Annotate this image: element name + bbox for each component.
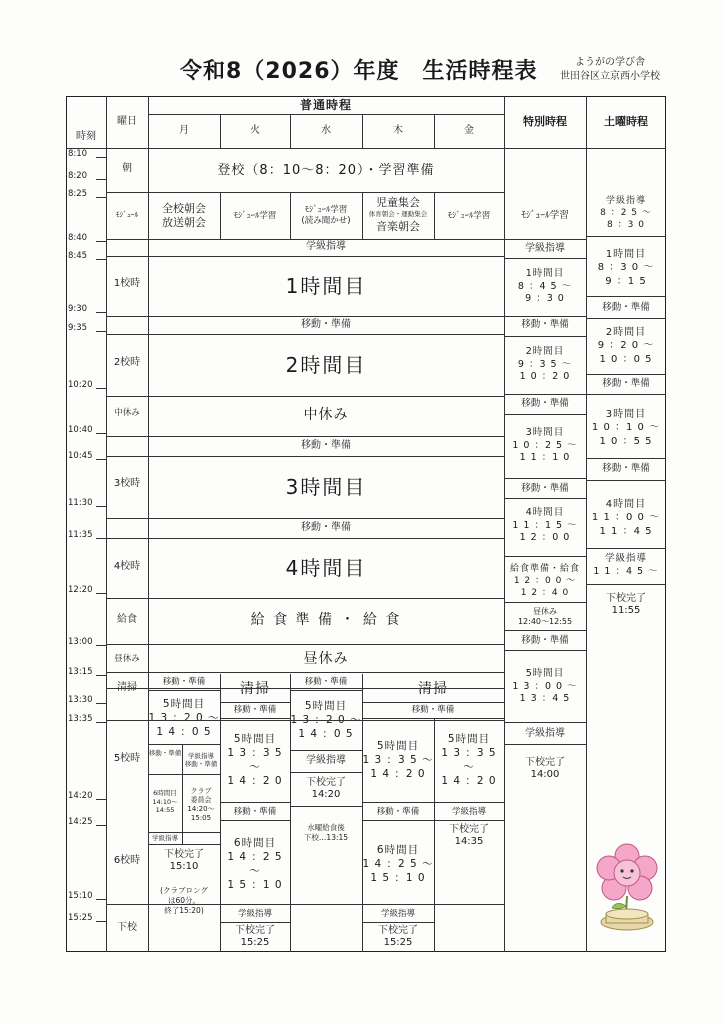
time-label: 14:20 [68, 791, 93, 801]
gakkyu-shido-row: 学級指導 [306, 241, 346, 253]
sp-p4: 4時間目 1 1 ：1 5 〜 1 2 ：0 0 [512, 506, 578, 544]
grid-line [106, 192, 504, 193]
day-thu: 木 [393, 124, 403, 136]
thu-ido2-cell: 移動・準備 [376, 806, 420, 817]
time-label: 9:30 [68, 304, 88, 314]
school-motto: ようがの学び舎 [575, 57, 645, 68]
grid-line [504, 556, 586, 557]
grid-line [106, 396, 504, 397]
time-tick [96, 799, 106, 800]
period-1: 1校時 [113, 277, 141, 289]
grid-line [106, 644, 504, 645]
sp-p5: 5時間目 1 3 ：0 0 〜 1 3 ：4 5 [512, 667, 578, 705]
grid-line [106, 436, 504, 437]
mon-club-note: (クラブロング は60分。 終了15:20) [160, 886, 208, 915]
grid-line [106, 256, 504, 257]
time-label: 8:20 [68, 171, 88, 181]
thf-ido-cell: 移動・準備 [411, 704, 455, 715]
grid-line [434, 820, 504, 821]
grid-line [106, 239, 504, 240]
ido-row-1: 移動・準備 [301, 318, 351, 330]
day-mon: 月 [179, 124, 189, 136]
grid-line [504, 394, 586, 395]
sat-gakkyu1: 学級指導 8 ：2 5 〜 8 ：3 0 [600, 195, 652, 231]
grid-line [504, 722, 586, 723]
sp-ido3: 移動・準備 [521, 483, 569, 495]
sp-gekou: 下校完了 14:00 [525, 756, 565, 780]
thu-gakkyu-cell: 学級指導 [380, 908, 415, 919]
time-label: 8:25 [68, 189, 88, 199]
time-tick [96, 675, 106, 676]
time-tick [96, 645, 106, 646]
grid-line [504, 96, 505, 952]
grid-line [362, 674, 363, 952]
time-label: 10:40 [68, 425, 93, 435]
grid-line [434, 718, 435, 952]
tue-ido2-cell: 移動・準備 [233, 806, 277, 817]
grid-line [148, 96, 149, 952]
thu-module [362, 193, 434, 239]
grid-line [106, 456, 504, 457]
grid-line [504, 316, 586, 317]
grid-line [106, 904, 504, 905]
grid-line [106, 598, 504, 599]
grid-line [586, 458, 666, 459]
grid-line [106, 334, 504, 335]
fri-gekou-cell: 下校完了 14:35 [449, 823, 489, 847]
fri-p5-cell: 5時間目 1 3 ：3 5 〜 1 4 ：2 0 [441, 732, 497, 788]
tue-module: ﾓｼﾞｭｰﾙ学習 [233, 210, 277, 221]
futsu-header: 普通時程 [299, 97, 352, 112]
time-label: 10:45 [68, 451, 93, 461]
school-name-text: 世田谷区立京西小学校 [560, 71, 660, 82]
time-label: 8:10 [68, 149, 88, 159]
thu-module-c: 音楽朝会 [376, 220, 420, 234]
thu-gekou-cell: 下校完了 15:25 [378, 924, 418, 948]
toko-cell: 登校（8：10〜8：20）・学習準備 [217, 162, 435, 178]
grid-line [148, 844, 220, 845]
sp-p2: 2時間目 9 ：3 5 〜 1 0 ：2 0 [517, 345, 573, 383]
wed-note: 水曜給食後 下校…13:15 [303, 823, 349, 842]
grid-line [586, 374, 666, 375]
grid-line [220, 702, 290, 703]
sp-ido4: 移動・準備 [521, 635, 569, 647]
jikan4-cell: 4時間目 [285, 555, 367, 580]
grid-line [504, 630, 586, 631]
time-label: 12:20 [68, 585, 93, 595]
sp-module: ﾓｼﾞｭｰﾙ学習 [521, 210, 569, 222]
time-label: 11:30 [68, 498, 93, 508]
sp-p1: 1時間目 8 ：4 5 〜 9 ：3 0 [517, 267, 573, 305]
period-seiso: 清掃 [117, 681, 137, 693]
doyo-header: 土曜時程 [604, 115, 648, 129]
grid-line [504, 602, 586, 603]
period-asa: 朝 [122, 162, 132, 174]
sp-kyushoku: 給食準備・給食 1 2 ：0 0 〜 1 2 ：4 0 [509, 563, 580, 599]
hiruyasumi-cell: 昼休み [303, 651, 349, 668]
grid-line [148, 114, 504, 115]
fri-gakkyu-cell: 学級指導 [451, 806, 486, 817]
time-label: 8:45 [68, 251, 88, 261]
time-label: 9:35 [68, 323, 88, 333]
time-label: 13:00 [68, 637, 93, 647]
sat-gekou: 下校完了 11:55 [606, 592, 646, 616]
grid-line [66, 148, 666, 149]
thu-p5-cell: 5時間目 1 3 ：3 5 〜 1 4 ：2 0 [362, 739, 434, 781]
sat-gakkyu2: 学級指導 1 1 ：4 5 〜 [593, 553, 659, 577]
wed-module: ﾓｼﾞｭｰﾙ学習 (読み聞かせ) [301, 205, 351, 226]
wed-gekou-cell: 下校完了 14:20 [306, 776, 346, 800]
period-5: 5校時 [113, 752, 141, 764]
period-4: 4校時 [113, 560, 141, 572]
time-tick [96, 433, 106, 434]
grid-line [362, 114, 363, 148]
sat-ido3: 移動・準備 [602, 463, 650, 475]
time-tick [96, 179, 106, 180]
time-label: 10:20 [68, 380, 93, 390]
grid-line [220, 114, 221, 148]
grid-line [586, 318, 666, 319]
grid-line [106, 316, 504, 317]
grid-line [106, 538, 504, 539]
time-label: 13:30 [68, 695, 93, 705]
grid-line [362, 820, 434, 821]
kyushoku-cell: 給 食 準 備 ・ 給 食 [250, 612, 402, 629]
jikan3-cell: 3時間目 [285, 474, 367, 499]
grid-line [504, 414, 586, 415]
grid-line [220, 922, 290, 923]
grid-line [220, 904, 290, 905]
mon-gakkyu-ido: 学級指導 移動・準備 [184, 751, 218, 768]
time-tick [96, 259, 106, 260]
grid-line [586, 296, 666, 297]
page-title: 令和8（2026）年度 生活時程表 [180, 59, 538, 84]
grid-line [106, 518, 504, 519]
tokubetsu-header: 特別時程 [523, 115, 567, 129]
time-label: 14:25 [68, 817, 93, 827]
sat-ido1: 移動・準備 [602, 302, 650, 314]
sp-p3: 3時間目 1 0 ：2 5 〜 1 1 ：1 0 [512, 426, 578, 464]
grid-line [362, 702, 504, 703]
time-tick [96, 241, 106, 242]
jikoku-label: 時刻 [76, 130, 96, 142]
grid-line [362, 192, 363, 239]
wed-ido-cell: 移動・準備 [304, 676, 348, 687]
time-label: 15:25 [68, 913, 93, 923]
grid-line [586, 584, 666, 585]
time-tick [96, 722, 106, 723]
grid-line [434, 114, 435, 148]
time-tick [96, 899, 106, 900]
period-kyushoku: 給食 [117, 613, 137, 625]
tue-gakkyu-cell: 学級指導 [237, 908, 272, 919]
time-label: 11:35 [68, 530, 93, 540]
grid-line [290, 114, 291, 148]
grid-line [290, 674, 291, 952]
jikan1-cell: 1時間目 [285, 273, 367, 298]
grid-line [362, 922, 434, 923]
sat-p3: 3時間目 1 0 ：1 0 〜 1 0 ：5 5 [591, 408, 661, 447]
grid-line [290, 750, 362, 751]
sp-gakkyu2: 学級指導 [525, 727, 565, 739]
day-wed: 水 [321, 124, 331, 136]
grid-line [220, 192, 221, 239]
mon-p5-cell: 5時間目 1 3 ：2 0 〜 1 4 ：0 5 [148, 697, 220, 739]
time-tick [96, 538, 106, 539]
fri-module: ﾓｼﾞｭｰﾙ学習 [447, 210, 491, 221]
flower-mascot-illustration [590, 838, 664, 934]
time-tick [96, 921, 106, 922]
grid-line [504, 498, 586, 499]
time-label: 13:35 [68, 714, 93, 724]
grid-line [220, 718, 290, 719]
mon-gakkyu-small: 学級指導 [152, 833, 178, 842]
time-label: 15:10 [68, 891, 93, 901]
sat-p4: 4時間目 1 1 ：0 0 〜 1 1 ：4 5 [591, 498, 661, 537]
tue-ido-cell: 移動・準備 [233, 704, 277, 715]
thf-seiso-cell: 清掃 [418, 681, 448, 698]
grid-line [504, 239, 586, 240]
period-6: 6校時 [113, 854, 141, 866]
time-tick [96, 459, 106, 460]
time-tick [96, 331, 106, 332]
sp-ido1: 移動・準備 [521, 319, 569, 331]
grid-line [586, 236, 666, 237]
nakayasumi-cell: 中休み [303, 407, 349, 424]
period-module: ﾓｼﾞｭｰﾙ [115, 210, 139, 220]
grid-line [434, 192, 435, 239]
youbi-label: 曜日 [117, 115, 137, 127]
time-tick [96, 157, 106, 158]
sat-ido2: 移動・準備 [602, 378, 650, 390]
time-tick [96, 593, 106, 594]
grid-line [148, 690, 220, 691]
sat-p1: 1時間目 8 ：3 0 〜 9 ：1 5 [597, 248, 655, 287]
grid-line [504, 744, 586, 745]
time-label: 13:15 [68, 667, 93, 677]
jikan2-cell: 2時間目 [285, 352, 367, 377]
grid-line [220, 820, 290, 821]
tue-p5-cell: 5時間目 1 3 ：3 5 〜 1 4 ：2 0 [227, 732, 283, 788]
grid-line [148, 832, 220, 833]
grid-line [586, 394, 666, 395]
thu-p6-cell: 6時間目 1 4 ：2 5 〜 1 5 ：1 0 [362, 843, 434, 885]
tue-p6-cell: 6時間目 1 4 ：2 5 〜 1 5 ：1 0 [227, 836, 283, 892]
grid-line [362, 802, 504, 803]
grid-line [504, 650, 586, 651]
grid-line [290, 772, 362, 773]
day-fri: 金 [464, 124, 474, 136]
grid-line [220, 674, 221, 952]
grid-line [148, 744, 220, 745]
grid-line [504, 478, 586, 479]
time-tick [96, 825, 106, 826]
ido-row-3: 移動・準備 [301, 521, 351, 533]
time-tick [96, 312, 106, 313]
grid-line [106, 688, 504, 689]
mon-gekou-cell: 下校完了 15:10 [164, 848, 204, 872]
grid-line [362, 718, 504, 719]
grid-line [586, 548, 666, 549]
sp-ido2: 移動・準備 [521, 398, 569, 410]
period-nakayasumi: 中休み [114, 407, 140, 418]
time-label: 8:40 [68, 233, 88, 243]
grid-line [290, 192, 291, 239]
grid-line [504, 258, 586, 259]
grid-line [106, 672, 504, 673]
grid-line [220, 802, 290, 803]
sp-hiru: 昼休み 12:40〜12:55 [517, 606, 573, 626]
grid-line [290, 690, 362, 691]
wed-gakkyu-cell: 学級指導 [306, 754, 346, 766]
tue-seiso-cell: 清掃 [240, 681, 270, 698]
thu-module-a: 児童集会 [376, 196, 420, 209]
period-2: 2校時 [113, 356, 141, 368]
day-tue: 火 [250, 124, 260, 136]
tue-gekou-cell: 下校完了 15:25 [235, 924, 275, 948]
sp-gakkyu: 学級指導 [525, 242, 565, 254]
time-tick [96, 703, 106, 704]
mon-p6-cell: 6時間目 14:10〜 14:55 [152, 789, 178, 815]
grid-line [586, 480, 666, 481]
ido-row-2: 移動・準備 [301, 439, 351, 451]
period-3: 3校時 [113, 477, 141, 489]
period-hiruyasumi: 昼休み [114, 653, 140, 664]
mon-ido-cell: 移動・準備 [162, 676, 206, 687]
time-tick [96, 506, 106, 507]
mon-club-cell: クラブ 委員会 14:20〜 15:05 [187, 786, 215, 823]
period-gekou: 下校 [117, 921, 137, 933]
grid-line [148, 774, 220, 775]
thu-module-b: 体育朝会・運動集会 [368, 210, 428, 218]
sat-p2: 2時間目 9 ：2 0 〜 1 0 ：0 5 [597, 326, 655, 365]
grid-line [106, 96, 107, 952]
time-tick [96, 388, 106, 389]
grid-line [504, 336, 586, 337]
mon-ido-small: 移動・準備 [148, 748, 182, 757]
grid-line [106, 720, 504, 721]
grid-line [182, 744, 183, 844]
time-tick [96, 197, 106, 198]
grid-line [362, 904, 434, 905]
wed-p5-cell: 5時間目 1 3 ：2 0 〜 1 4 ：0 5 [290, 699, 362, 741]
school-name [560, 56, 660, 84]
grid-line [290, 806, 362, 807]
grid-line [586, 96, 587, 952]
mon-module: 全校朝会 放送朝会 [162, 202, 206, 229]
